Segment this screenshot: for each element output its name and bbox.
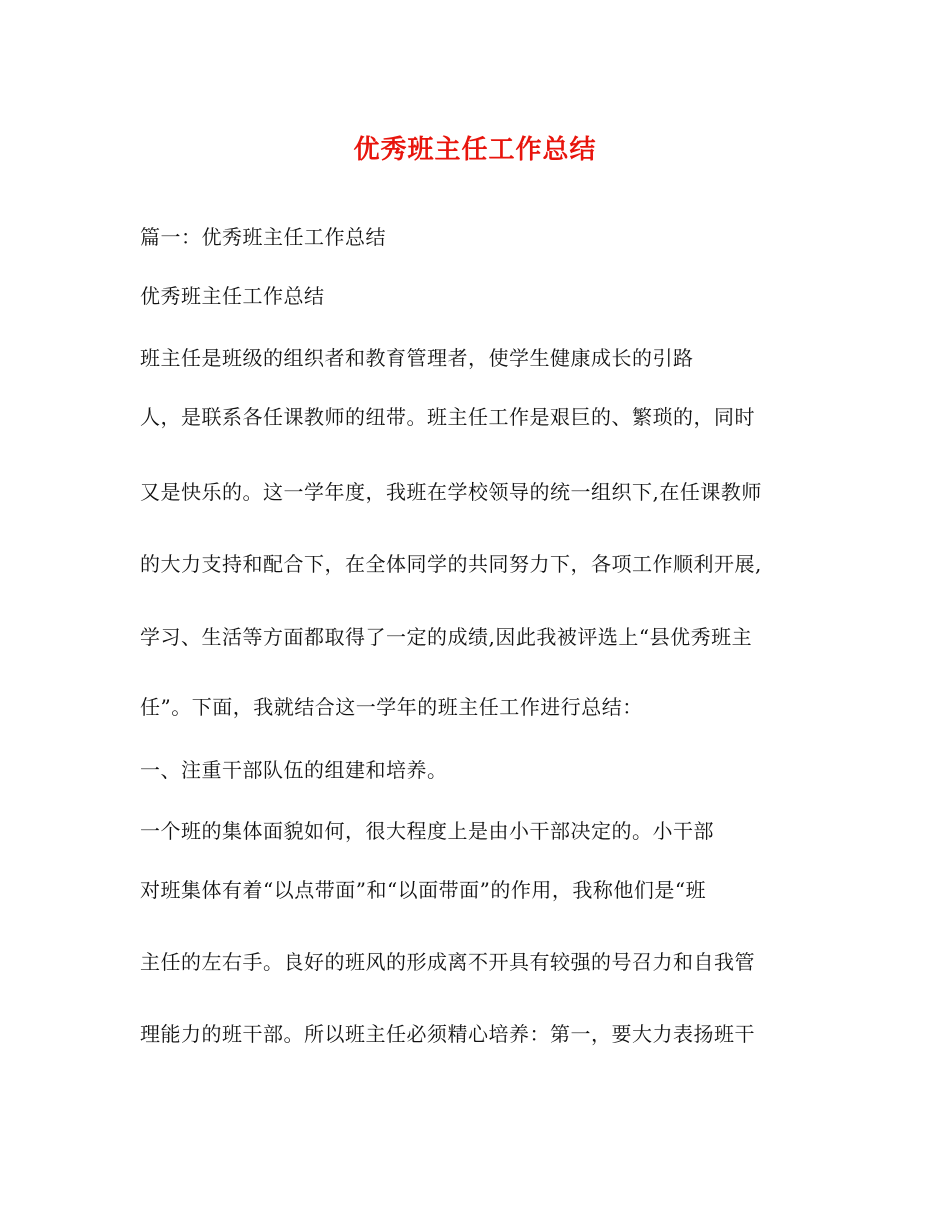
paragraph-line: 理能力的班干部。所以班主任必须精心培养：第一，要大力表扬班干 [140,1022,755,1046]
paragraph-line: 又是快乐的。这一学年度，我班在学校领导的统一组织下,在任课教师 [140,480,762,504]
paragraph-line: 的大力支持和配合下，在全体同学的共同努力下，各项工作顺利开展, [140,552,762,576]
section-heading: 篇一：优秀班主任工作总结 [140,225,386,249]
paragraph-line: 对班集体有着“以点带面”和“以面带面”的作用，我称他们是“班 [140,878,707,902]
document-title: 优秀班主任工作总结 [353,135,597,165]
list-heading: 一、注重干部队伍的组建和培养。 [140,758,448,782]
paragraph-line: 主任的左右手。良好的班风的形成离不开具有较强的号召力和自我管 [140,950,755,974]
paragraph-line: 班主任是班级的组织者和教育管理者，使学生健康成长的引路 [140,346,694,370]
paragraph-line: 学习、生活等方面都取得了一定的成绩,因此我被评选上“县优秀班主 [140,625,753,649]
subheading: 优秀班主任工作总结 [140,284,325,308]
paragraph-line: 任”。下面，我就结合这一学年的班主任工作进行总结： [140,695,643,719]
paragraph-line: 人，是联系各任课教师的纽带。班主任工作是艰巨的、繁琐的，同时 [140,405,755,429]
paragraph-line: 一个班的集体面貌如何，很大程度上是由小干部决定的。小干部 [140,819,714,843]
